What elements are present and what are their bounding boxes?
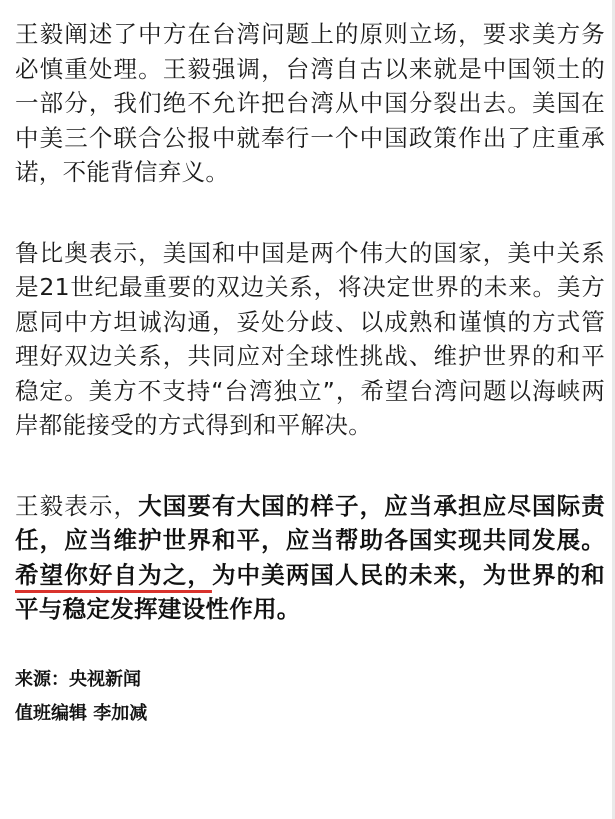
paragraph-rubio-statement: 鲁比奥表示，美国和中国是两个伟大的国家，美中关系是21世纪最重要的双边关系，将决定世界的未来。美方愿同中方坦诚沟通，妥处分歧、以成熟和谨慎的方式管理好双边关系，共同应对全球性挑战、维护世界的和平稳定。美方不支持“台湾独立”，希望台湾问题以海峡两岸都能接受的方式得到和平解决。 xyxy=(15,238,605,439)
remarks-underlined-phrase: 希望你好自为之， xyxy=(15,560,212,589)
remarks-lead: 王毅表示， xyxy=(15,491,139,520)
paragraph-wang-yi-position: 王毅阐述了中方在台湾问题上的原则立场，要求美方务必慎重处理。王毅强调，台湾自古以来就是中国领土的一部分，我们绝不允许把台湾从中国分裂出去。美国在中美三个联合公报中就奉行一个中国政策作出了庄重承诺，不能背信弃义。 xyxy=(15,20,605,186)
editor-line: 值班编辑 李加减 xyxy=(15,702,148,724)
paragraph-wang-yi-remarks xyxy=(15,489,605,627)
remarks-bold-part-2: 为中美两国人民的未来，为世界的和平与稳定发挥建设性作用。 xyxy=(15,560,605,623)
source-line: 来源：央视新闻 xyxy=(15,668,141,690)
article-body xyxy=(15,17,605,725)
remarks-bold-part-1: 大国要有大国的样子，应当承担应尽国际责任，应当维护世界和平，应当帮助各国实现共同发展。 xyxy=(15,491,606,554)
